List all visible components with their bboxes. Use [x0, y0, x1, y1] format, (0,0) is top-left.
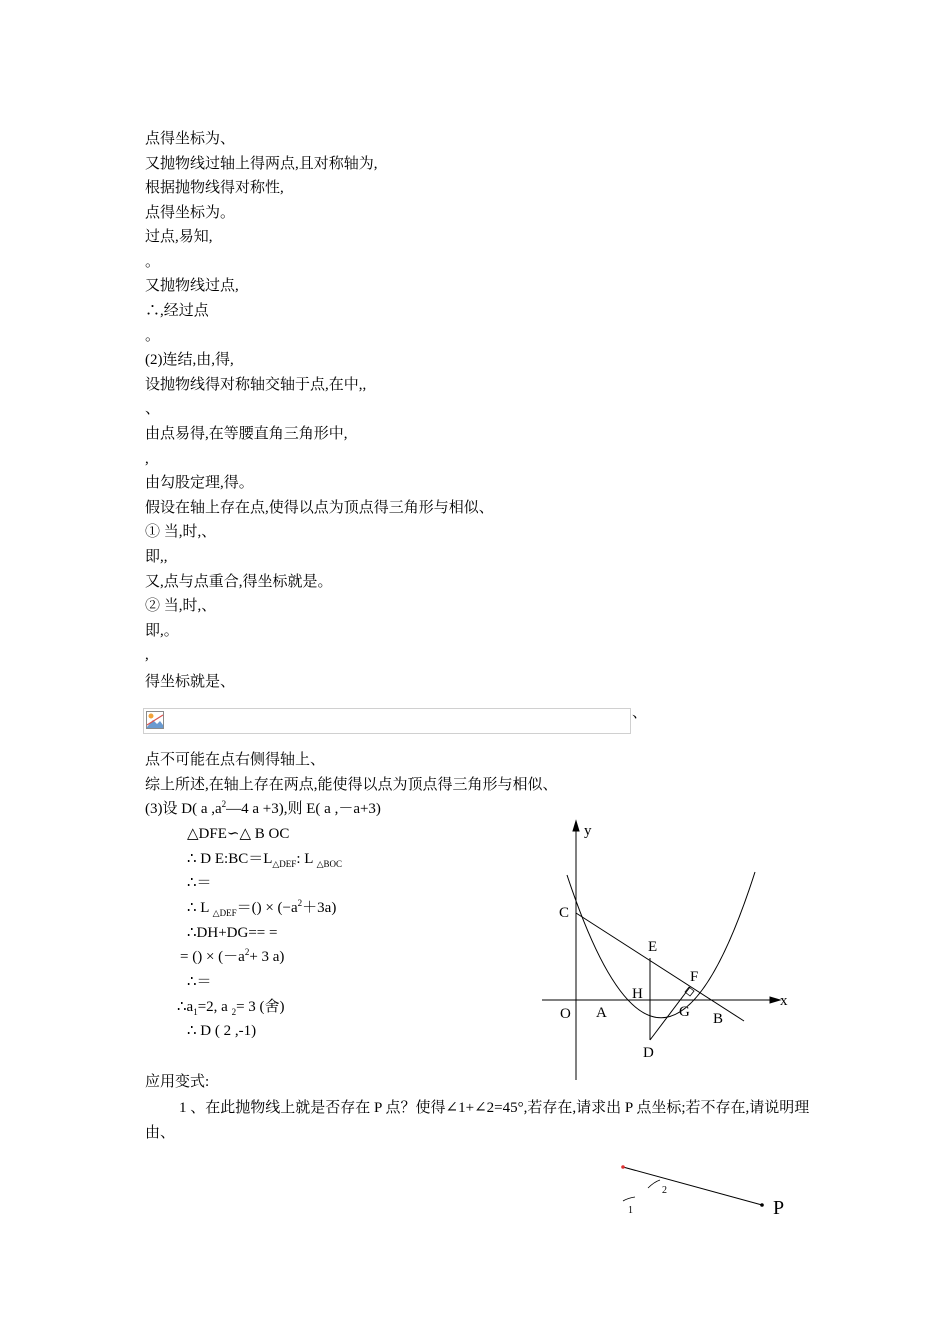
- derivation-line: ∴＝: [187, 974, 212, 990]
- point-d-label: D: [643, 1045, 654, 1061]
- derivation-line: ∴DH+DG== =: [187, 925, 278, 941]
- derivation-line: = () × ($-a^2+ 3$ a): [180, 947, 285, 965]
- derivation-line: ∴ D $E:BC=L_{\triangle DEF}$: L $_{\triangle BOC}$: [187, 851, 343, 869]
- line-to-p: [623, 1167, 762, 1205]
- derivation-line: △DFE∽△ B OC: [187, 826, 290, 842]
- text-line: 得坐标就是、: [145, 674, 236, 690]
- broken-image-icon: [146, 711, 164, 729]
- text-line: 根据抛物线得对称性,: [145, 180, 284, 196]
- text-line: 。: [145, 328, 161, 344]
- derivation-line: ∴ L $_{\triangle DEF}=() \times (-a^2+3a)$: [187, 898, 337, 918]
- text-line: 即,。: [145, 623, 179, 639]
- y-label: y: [584, 823, 592, 839]
- point-f-label: F: [690, 969, 699, 985]
- broken-image-placeholder: [143, 708, 631, 734]
- text-line: 过点,易知,: [145, 229, 213, 245]
- derivation-line: ∴ D ( 2 ,-1): [187, 1023, 257, 1039]
- y-axis-arrow-icon: [573, 821, 579, 831]
- text-line: ① 当,时,、: [145, 524, 217, 540]
- text-line: ② 当,时,、: [145, 598, 217, 614]
- text-line: 、: [145, 401, 161, 417]
- text-line: ,: [145, 647, 149, 663]
- angle-arc-1: [623, 1197, 635, 1201]
- start-point: [621, 1165, 625, 1169]
- origin-label: O: [560, 1006, 571, 1022]
- x-label: x: [780, 993, 788, 1009]
- text-line: 即,,: [145, 549, 168, 565]
- point-p-label: P: [773, 1197, 785, 1219]
- trailing-mark: 、: [632, 705, 648, 721]
- point-b-label: B: [713, 1011, 724, 1027]
- point-c-label: C: [559, 905, 570, 921]
- text-line: 设抛物线得对称轴交轴于点,在中,,: [145, 377, 367, 393]
- text-line: 点不可能在点右侧得轴上、: [145, 752, 326, 768]
- angle-2-label: 2: [662, 1185, 667, 1196]
- variant-question: 1 、在此抛物线上就是否存在 P 点？使得∠1+∠2=45°,若存在,请求出 P 点坐标;若不存在,请说明理由、: [145, 1100, 810, 1141]
- point-h-label: H: [632, 986, 643, 1002]
- text-line: ,: [145, 451, 149, 467]
- text-line: 假设在轴上存在点,使得以点为顶点得三角形与相似、: [145, 500, 494, 516]
- text-line: 又,点与点重合,得坐标就是。: [145, 574, 333, 590]
- derivation-line: ∴＝: [187, 875, 212, 891]
- text-line: ∴,经过点: [145, 303, 209, 319]
- parabola-curve: [567, 872, 755, 1018]
- x-axis-arrow-icon: [770, 997, 780, 1003]
- text-line: 综上所述,在轴上存在两点,能使得以点为顶点得三角形与相似、: [145, 777, 558, 793]
- text-line: 点得坐标为、: [145, 131, 236, 147]
- text-line: 由勾股定理,得。: [145, 475, 254, 491]
- angle-figure: [610, 1158, 800, 1224]
- text-line: 。: [145, 254, 161, 270]
- point-a-label: A: [596, 1005, 607, 1021]
- text-line: (2)连结,由,得,: [145, 352, 234, 368]
- angle-arc-2: [648, 1180, 660, 1188]
- point-g-label: G: [679, 1004, 690, 1020]
- derivation-line: $\therefore a_1=2$, a $_2$= 3 (舍): [177, 999, 285, 1017]
- variant-title: 应用变式:: [145, 1074, 210, 1090]
- angle-1-label: 1: [628, 1205, 633, 1216]
- text-line: 又抛物线过点,: [145, 278, 239, 294]
- point-e-label: E: [648, 939, 658, 955]
- text-line: 由点易得,在等腰直角三角形中,: [145, 426, 348, 442]
- parabola-graph: [530, 815, 800, 1083]
- part3-heading: (3)设 D( a $,a^2—4$ a +3),则 E( a ,－a+3): [145, 799, 381, 817]
- text-line: 又抛物线过轴上得两点,且对称轴为,: [145, 156, 378, 172]
- text-line: 点得坐标为。: [145, 205, 236, 221]
- point-p: [760, 1203, 764, 1207]
